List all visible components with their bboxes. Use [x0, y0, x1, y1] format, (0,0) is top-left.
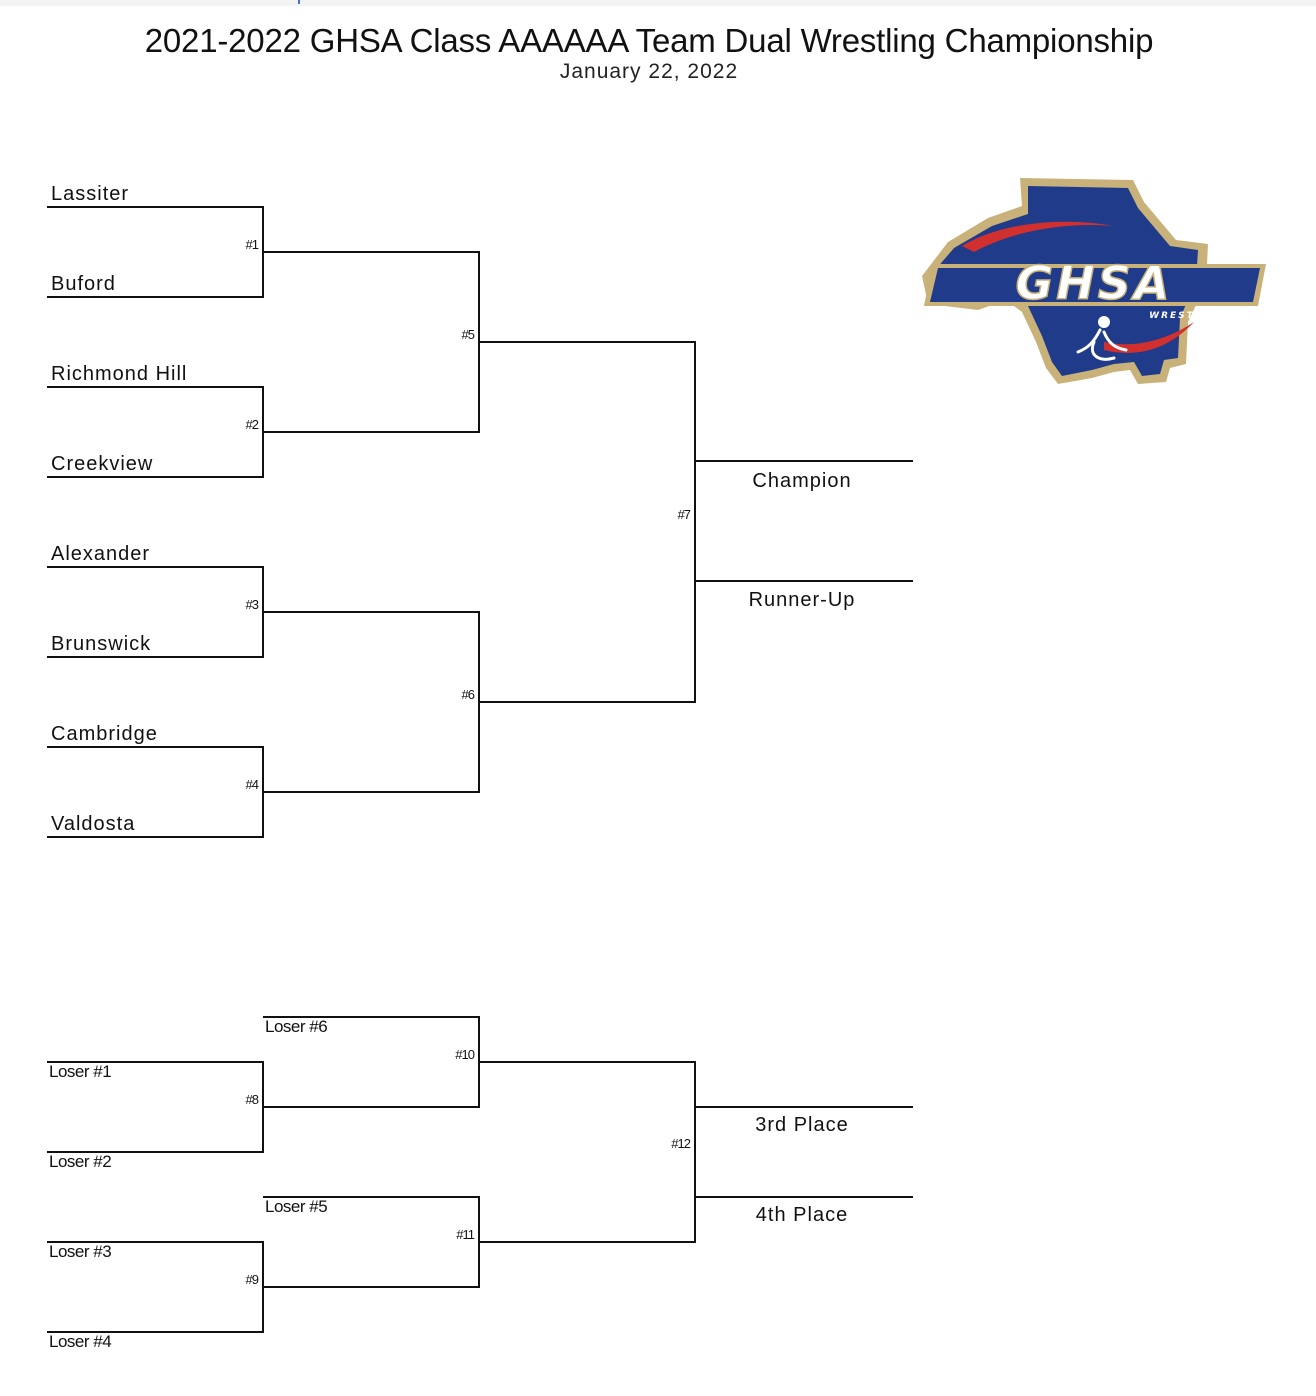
consolation-entry: Loser #4: [49, 1332, 112, 1351]
team-name: Creekview: [51, 453, 154, 475]
match-number: #8: [245, 1092, 258, 1107]
team-line: [47, 566, 264, 568]
champion-label: Champion: [752, 470, 852, 492]
team-line: [47, 296, 264, 298]
match-number: #7: [677, 507, 690, 522]
match-number: #4: [245, 777, 258, 792]
consolation-entry: Loser #3: [49, 1242, 112, 1261]
team-name: Buford: [51, 273, 116, 295]
match-number: #11: [456, 1227, 474, 1242]
team-line: [47, 746, 264, 748]
team-name: Brunswick: [51, 633, 152, 655]
ghsa-logo-graphic: [918, 172, 1280, 402]
bracket-date: January 22, 2022: [559, 60, 739, 83]
top-strip-marker: [298, 0, 300, 4]
winner-line: [478, 341, 696, 343]
team-line: [47, 476, 264, 478]
team-name: Valdosta: [51, 813, 136, 835]
entry-line: [263, 1106, 480, 1108]
bracket-connector: [262, 1241, 264, 1333]
fourth-place-label: 4th Place: [755, 1204, 849, 1226]
bracket-connector: [694, 341, 696, 703]
winner-line: [478, 1241, 696, 1243]
bracket-connector: [262, 1061, 264, 1153]
bracket-title: 2021-2022 GHSA Class AAAAAA Team Dual Wrestling Championship: [144, 22, 1154, 59]
consolation-entry: Loser #6: [265, 1017, 328, 1036]
winner-line: [262, 431, 480, 433]
match-number: #12: [671, 1136, 690, 1151]
consolation-entry: Loser #5: [265, 1197, 328, 1216]
match-number: #9: [245, 1272, 258, 1287]
match-number: #2: [245, 417, 258, 432]
top-strip: [0, 0, 1316, 6]
winner-line: [262, 791, 480, 793]
match-number: #1: [245, 237, 258, 252]
third-place-label: 3rd Place: [755, 1114, 849, 1136]
logo-subtext: WRESTLING: [1149, 311, 1227, 321]
winner-line: [478, 1061, 696, 1063]
winner-line: [262, 611, 480, 613]
team-name: Cambridge: [51, 723, 158, 745]
match-number: #3: [245, 597, 258, 612]
ghsa-wrestling-logo: [918, 172, 1280, 402]
winner-line: [262, 251, 480, 253]
logo-wordmark: GHSA: [1015, 256, 1173, 310]
team-line: [47, 206, 264, 208]
match-number: #6: [461, 687, 474, 702]
match-number: #5: [461, 327, 474, 342]
entry-line: [263, 1286, 480, 1288]
team-line: [47, 386, 264, 388]
match-number: #10: [455, 1047, 474, 1062]
team-name: Alexander: [51, 543, 151, 565]
champion-line: [694, 460, 913, 462]
consolation-entry: Loser #1: [49, 1062, 112, 1081]
team-name: Richmond Hill: [51, 363, 188, 385]
team-line: [47, 836, 264, 838]
runner-up-line: [694, 580, 913, 582]
runner-up-label: Runner-Up: [748, 589, 856, 611]
third-place-line: [694, 1106, 913, 1108]
team-name: Lassiter: [51, 183, 130, 205]
winner-line: [478, 701, 696, 703]
team-line: [47, 656, 264, 658]
consolation-entry: Loser #2: [49, 1152, 112, 1171]
fourth-place-line: [694, 1196, 913, 1198]
